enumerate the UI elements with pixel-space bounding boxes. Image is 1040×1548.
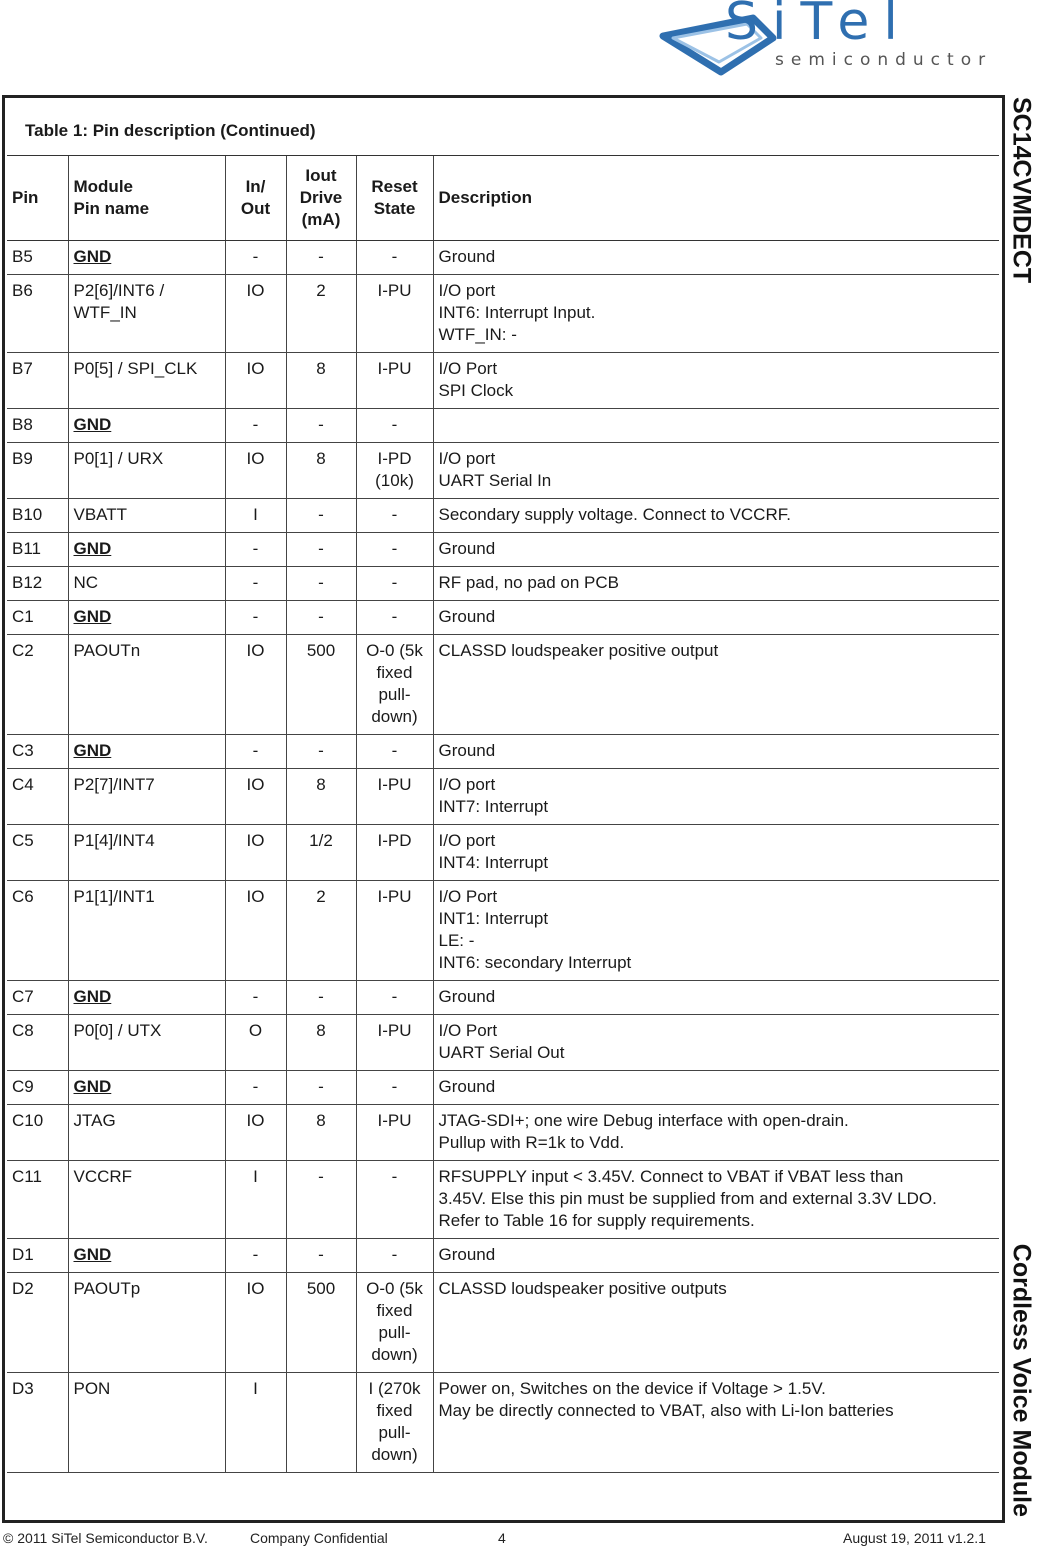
- table-row: [7, 1373, 999, 1473]
- table-row: [7, 353, 999, 409]
- cell-pin-name: P0[5] / SPI_CLK: [68, 353, 225, 409]
- cell-pin-name: P0[0] / UTX: [68, 1015, 225, 1071]
- cell-inout: I: [225, 1373, 286, 1473]
- cell-reset-state: -: [356, 601, 433, 635]
- cell-iout-drive: 8: [286, 1105, 356, 1161]
- cell-description: CLASSD loudspeaker positive outputs: [433, 1273, 999, 1373]
- cell-reset-state: -: [356, 1161, 433, 1239]
- cell-inout: IO: [225, 825, 286, 881]
- table-caption: Table 1: Pin description (Continued): [25, 121, 316, 140]
- cell-inout: -: [225, 981, 286, 1015]
- cell-pin-name: GND: [68, 1239, 225, 1273]
- footer-copyright: © 2011 SiTel Semiconductor B.V.: [3, 1530, 208, 1546]
- col-header-inout: In/ Out: [225, 156, 286, 241]
- cell-pin-name: NC: [68, 567, 225, 601]
- table-row: [7, 1015, 999, 1071]
- cell-pin-name: P2[6]/INT6 / WTF_IN: [68, 275, 225, 353]
- table-header-row: [7, 156, 999, 241]
- table-row: [7, 1105, 999, 1161]
- cell-description: Power on, Switches on the device if Voltage > 1.5V. May be directly connected to VBAT, also with Li-Ion batteries: [433, 1373, 999, 1473]
- logo-subtitle: semiconductor: [775, 50, 993, 70]
- cell-reset-state: -: [356, 499, 433, 533]
- cell-pin-name: GND: [68, 1071, 225, 1105]
- cell-pin-name: PAOUTn: [68, 635, 225, 735]
- table-row: [7, 881, 999, 981]
- cell-description: Ground: [433, 601, 999, 635]
- cell-inout: -: [225, 1071, 286, 1105]
- cell-inout: IO: [225, 443, 286, 499]
- cell-iout-drive: -: [286, 1071, 356, 1105]
- cell-iout-drive: -: [286, 981, 356, 1015]
- cell-inout: IO: [225, 769, 286, 825]
- cell-iout-drive: 500: [286, 1273, 356, 1373]
- cell-pin: C6: [7, 881, 68, 981]
- cell-pin-name: GND: [68, 409, 225, 443]
- cell-iout-drive: -: [286, 601, 356, 635]
- cell-reset-state: -: [356, 241, 433, 275]
- cell-pin: B6: [7, 275, 68, 353]
- cell-reset-state: -: [356, 735, 433, 769]
- col-header-module: Module Pin name: [68, 156, 225, 241]
- cell-reset-state: I (270k fixed pull- down): [356, 1373, 433, 1473]
- cell-iout-drive: 500: [286, 635, 356, 735]
- cell-pin: D1: [7, 1239, 68, 1273]
- cell-pin: C3: [7, 735, 68, 769]
- cell-pin-name: GND: [68, 981, 225, 1015]
- cell-iout-drive: 1/2: [286, 825, 356, 881]
- cell-inout: -: [225, 601, 286, 635]
- product-title: SC14CVMDECT: [1007, 97, 1036, 284]
- cell-iout-drive: 8: [286, 769, 356, 825]
- side-title: [1004, 97, 1038, 1517]
- cell-reset-state: I-PU: [356, 1105, 433, 1161]
- footer-date-version: August 19, 2011 v1.2.1: [843, 1530, 986, 1546]
- cell-pin: B9: [7, 443, 68, 499]
- cell-reset-state: I-PU: [356, 1015, 433, 1071]
- cell-iout-drive: -: [286, 567, 356, 601]
- col-header-pin: Pin: [7, 156, 68, 241]
- cell-pin: C4: [7, 769, 68, 825]
- cell-iout-drive: 2: [286, 881, 356, 981]
- cell-inout: IO: [225, 1273, 286, 1373]
- cell-pin: C2: [7, 635, 68, 735]
- cell-reset-state: -: [356, 1239, 433, 1273]
- table-row: [7, 499, 999, 533]
- cell-description: RF pad, no pad on PCB: [433, 567, 999, 601]
- table-row: [7, 443, 999, 499]
- table-row: [7, 567, 999, 601]
- col-header-description: Description: [433, 156, 999, 241]
- cell-reset-state: I-PU: [356, 353, 433, 409]
- logo-wordmark: SiTel: [725, 0, 912, 52]
- cell-pin: C8: [7, 1015, 68, 1071]
- cell-pin-name: VBATT: [68, 499, 225, 533]
- cell-description: CLASSD loudspeaker positive output: [433, 635, 999, 735]
- cell-pin-name: P0[1] / URX: [68, 443, 225, 499]
- cell-inout: I: [225, 499, 286, 533]
- cell-iout-drive: -: [286, 409, 356, 443]
- cell-pin: D3: [7, 1373, 68, 1473]
- product-subtitle: Cordless Voice Module: [1007, 1243, 1036, 1517]
- cell-pin: C9: [7, 1071, 68, 1105]
- cell-inout: I: [225, 1161, 286, 1239]
- cell-description: JTAG-SDI+; one wire Debug interface with open-drain. Pullup with R=1k to Vdd.: [433, 1105, 999, 1161]
- cell-pin: B10: [7, 499, 68, 533]
- col-header-iout: Iout Drive (mA): [286, 156, 356, 241]
- cell-pin-name: P1[1]/INT1: [68, 881, 225, 981]
- cell-description: I/O port INT7: Interrupt: [433, 769, 999, 825]
- table-row: [7, 735, 999, 769]
- cell-description: I/O port INT4: Interrupt: [433, 825, 999, 881]
- cell-iout-drive: 8: [286, 1015, 356, 1071]
- cell-iout-drive: 2: [286, 275, 356, 353]
- cell-pin-name: GND: [68, 601, 225, 635]
- table-row: [7, 533, 999, 567]
- cell-pin: C10: [7, 1105, 68, 1161]
- cell-inout: O: [225, 1015, 286, 1071]
- table-row: [7, 1273, 999, 1373]
- cell-inout: -: [225, 567, 286, 601]
- cell-iout-drive: -: [286, 1161, 356, 1239]
- cell-reset-state: O-0 (5k fixed pull- down): [356, 1273, 433, 1373]
- cell-pin-name: P1[4]/INT4: [68, 825, 225, 881]
- footer-confidential: Company Confidential: [250, 1530, 388, 1546]
- table-row: [7, 981, 999, 1015]
- cell-pin: B7: [7, 353, 68, 409]
- table-row: [7, 1071, 999, 1105]
- table-row: [7, 769, 999, 825]
- cell-inout: -: [225, 1239, 286, 1273]
- cell-pin: B5: [7, 241, 68, 275]
- cell-description: I/O port INT6: Interrupt Input. WTF_IN: -: [433, 275, 999, 353]
- cell-description: I/O port UART Serial In: [433, 443, 999, 499]
- cell-reset-state: -: [356, 567, 433, 601]
- cell-pin-name: P2[7]/INT7: [68, 769, 225, 825]
- table-row: [7, 1161, 999, 1239]
- table-row: [7, 1239, 999, 1273]
- cell-reset-state: I-PU: [356, 769, 433, 825]
- cell-pin-name: JTAG: [68, 1105, 225, 1161]
- cell-pin: B11: [7, 533, 68, 567]
- cell-pin: B8: [7, 409, 68, 443]
- cell-inout: -: [225, 735, 286, 769]
- cell-description: Ground: [433, 1071, 999, 1105]
- cell-description: Ground: [433, 1239, 999, 1273]
- cell-inout: -: [225, 533, 286, 567]
- cell-reset-state: I-PU: [356, 275, 433, 353]
- footer-page-number: 4: [498, 1530, 506, 1546]
- cell-pin: C11: [7, 1161, 68, 1239]
- cell-inout: IO: [225, 275, 286, 353]
- table-row: [7, 241, 999, 275]
- cell-inout: IO: [225, 353, 286, 409]
- cell-iout-drive: -: [286, 499, 356, 533]
- cell-iout-drive: [286, 1373, 356, 1473]
- cell-description: Ground: [433, 241, 999, 275]
- cell-reset-state: I-PD: [356, 825, 433, 881]
- cell-reset-state: I-PD (10k): [356, 443, 433, 499]
- cell-reset-state: -: [356, 1071, 433, 1105]
- cell-reset-state: -: [356, 981, 433, 1015]
- table-row: [7, 635, 999, 735]
- cell-iout-drive: -: [286, 735, 356, 769]
- table-row: [7, 409, 999, 443]
- cell-pin: C1: [7, 601, 68, 635]
- cell-reset-state: -: [356, 533, 433, 567]
- cell-iout-drive: 8: [286, 353, 356, 409]
- cell-reset-state: O-0 (5k fixed pull- down): [356, 635, 433, 735]
- cell-pin-name: GND: [68, 533, 225, 567]
- cell-pin: C5: [7, 825, 68, 881]
- cell-description: Ground: [433, 981, 999, 1015]
- cell-description: Ground: [433, 533, 999, 567]
- cell-pin: C7: [7, 981, 68, 1015]
- cell-pin-name: GND: [68, 735, 225, 769]
- pin-description-table: [7, 155, 999, 1473]
- cell-pin-name: PAOUTp: [68, 1273, 225, 1373]
- table-row: [7, 275, 999, 353]
- cell-description: [433, 409, 999, 443]
- cell-inout: IO: [225, 635, 286, 735]
- cell-pin: D2: [7, 1273, 68, 1373]
- cell-description: RFSUPPLY input < 3.45V. Connect to VBAT if VBAT less than 3.45V. Else this pin must be supplied from and external 3.3V LDO. Refer to Table 16 for supply requirements.: [433, 1161, 999, 1239]
- cell-iout-drive: 8: [286, 443, 356, 499]
- cell-inout: -: [225, 241, 286, 275]
- col-header-reset: Reset State: [356, 156, 433, 241]
- cell-inout: IO: [225, 881, 286, 981]
- table-row: [7, 825, 999, 881]
- cell-pin: B12: [7, 567, 68, 601]
- cell-description: I/O Port UART Serial Out: [433, 1015, 999, 1071]
- table-row: [7, 601, 999, 635]
- cell-reset-state: I-PU: [356, 881, 433, 981]
- cell-description: I/O Port INT1: Interrupt LE: - INT6: secondary Interrupt: [433, 881, 999, 981]
- cell-iout-drive: -: [286, 1239, 356, 1273]
- cell-description: Ground: [433, 735, 999, 769]
- cell-iout-drive: -: [286, 533, 356, 567]
- cell-inout: -: [225, 409, 286, 443]
- cell-inout: IO: [225, 1105, 286, 1161]
- cell-pin-name: PON: [68, 1373, 225, 1473]
- cell-iout-drive: -: [286, 241, 356, 275]
- cell-description: I/O Port SPI Clock: [433, 353, 999, 409]
- cell-pin-name: VCCRF: [68, 1161, 225, 1239]
- cell-description: Secondary supply voltage. Connect to VCCRF.: [433, 499, 999, 533]
- sitel-logo: [655, 0, 1040, 80]
- cell-pin-name: GND: [68, 241, 225, 275]
- cell-reset-state: -: [356, 409, 433, 443]
